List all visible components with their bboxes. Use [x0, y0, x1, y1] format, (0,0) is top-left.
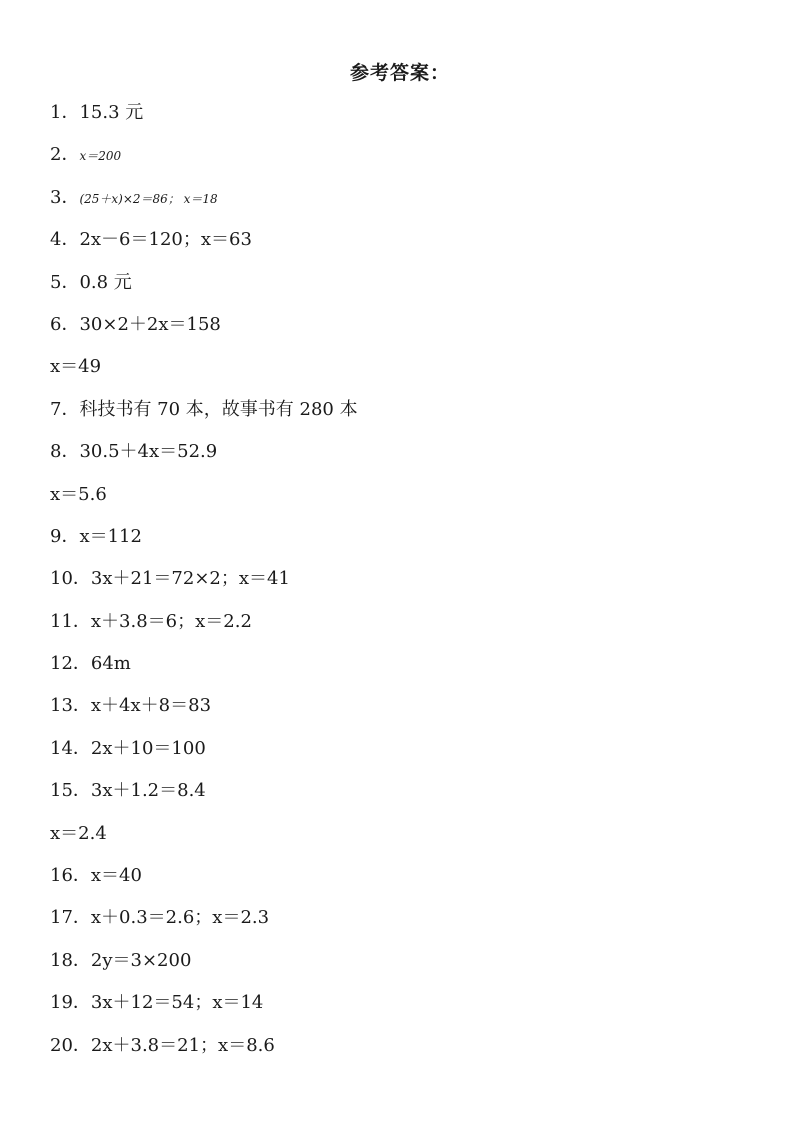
- answer-line-9: [50, 516, 750, 558]
- answer-line-6-continued: [50, 346, 750, 388]
- answer-number: 2．: [50, 144, 80, 166]
- answer-number: 6．: [50, 313, 80, 335]
- answer-text: 15.3 元: [79, 102, 144, 123]
- answer-line-20: [50, 1025, 750, 1067]
- answer-line-2: [50, 134, 750, 176]
- answer-line-10: [50, 558, 750, 600]
- answer-line-6: [50, 304, 750, 346]
- answer-text: (25＋x)×2＝86； x＝18: [79, 191, 218, 206]
- answer-list: [50, 92, 750, 1067]
- answer-text: x＝2.4: [50, 822, 107, 844]
- answer-number: 17．: [50, 907, 91, 929]
- answer-number: 19．: [50, 992, 91, 1014]
- answer-line-13: [50, 685, 750, 727]
- page-title: 参考答案：: [349, 62, 450, 84]
- answer-line-16: [50, 855, 750, 897]
- answer-line-1: [50, 92, 750, 134]
- answer-line-18: [50, 940, 750, 982]
- answer-line-15-continued: [50, 813, 750, 855]
- answer-line-8: [50, 431, 750, 473]
- answer-line-15: [50, 770, 750, 812]
- answer-text: x＝112: [79, 525, 142, 547]
- answer-line-14: [50, 728, 750, 770]
- answer-text: 30×2＋2x＝158: [79, 313, 221, 335]
- answer-line-19: [50, 982, 750, 1024]
- answer-text: 64m: [90, 653, 131, 675]
- answer-text: x＋4x＋8＝83: [90, 695, 212, 717]
- answer-text: 3x＋1.2＝8.4: [90, 780, 206, 802]
- answer-line-5: [50, 262, 750, 304]
- answer-text: x＝200: [79, 149, 122, 164]
- answer-number: 11．: [50, 610, 91, 632]
- answer-number: 12．: [50, 653, 91, 675]
- answer-number: 10．: [50, 568, 91, 590]
- answer-text: 科技书有 70 本，故事书有 280 本: [79, 398, 358, 420]
- answer-number: 8．: [50, 441, 80, 463]
- answer-number: 14．: [50, 737, 91, 759]
- answer-number: 13．: [50, 695, 91, 717]
- answer-text: 2y＝3×200: [90, 949, 192, 971]
- answer-number: 1．: [50, 102, 80, 123]
- answer-number: 15．: [50, 780, 91, 802]
- answer-number: 9．: [50, 525, 80, 547]
- answer-text: 2x＋10＝100: [90, 737, 206, 759]
- answer-text: x＋3.8＝6；x＝2.2: [90, 610, 252, 632]
- answer-line-11: [50, 601, 750, 643]
- answer-number: 4．: [50, 229, 80, 251]
- answer-text: 3x＋21＝72×2；x＝41: [90, 568, 290, 590]
- answer-text: x＋0.3＝2.6；x＝2.3: [90, 907, 270, 929]
- answer-number: 7．: [50, 398, 80, 420]
- answer-line-4: [50, 219, 750, 261]
- answer-number: 18．: [50, 949, 91, 971]
- answer-line-17: [50, 897, 750, 939]
- answer-text: x＝40: [90, 865, 142, 887]
- answer-line-8-continued: [50, 474, 750, 516]
- answer-line-12: [50, 643, 750, 685]
- answer-text: x＝5.6: [50, 483, 107, 505]
- answer-text: 2x－6＝120；x＝63: [79, 229, 252, 251]
- answer-text: 2x＋3.8＝21；x＝8.6: [90, 1034, 275, 1056]
- answer-number: 16．: [50, 865, 91, 887]
- answer-text: 0.8 元: [79, 271, 132, 293]
- answer-number: 3．: [50, 186, 80, 208]
- answer-number: 5．: [50, 271, 80, 293]
- answer-text: 30.5＋4x＝52.9: [79, 441, 218, 463]
- answer-number: 20．: [50, 1034, 91, 1056]
- answer-line-7: [50, 389, 750, 431]
- answer-text: 3x＋12＝54；x＝14: [90, 992, 264, 1014]
- answer-line-3: [50, 177, 750, 219]
- answer-text: x＝49: [50, 356, 102, 378]
